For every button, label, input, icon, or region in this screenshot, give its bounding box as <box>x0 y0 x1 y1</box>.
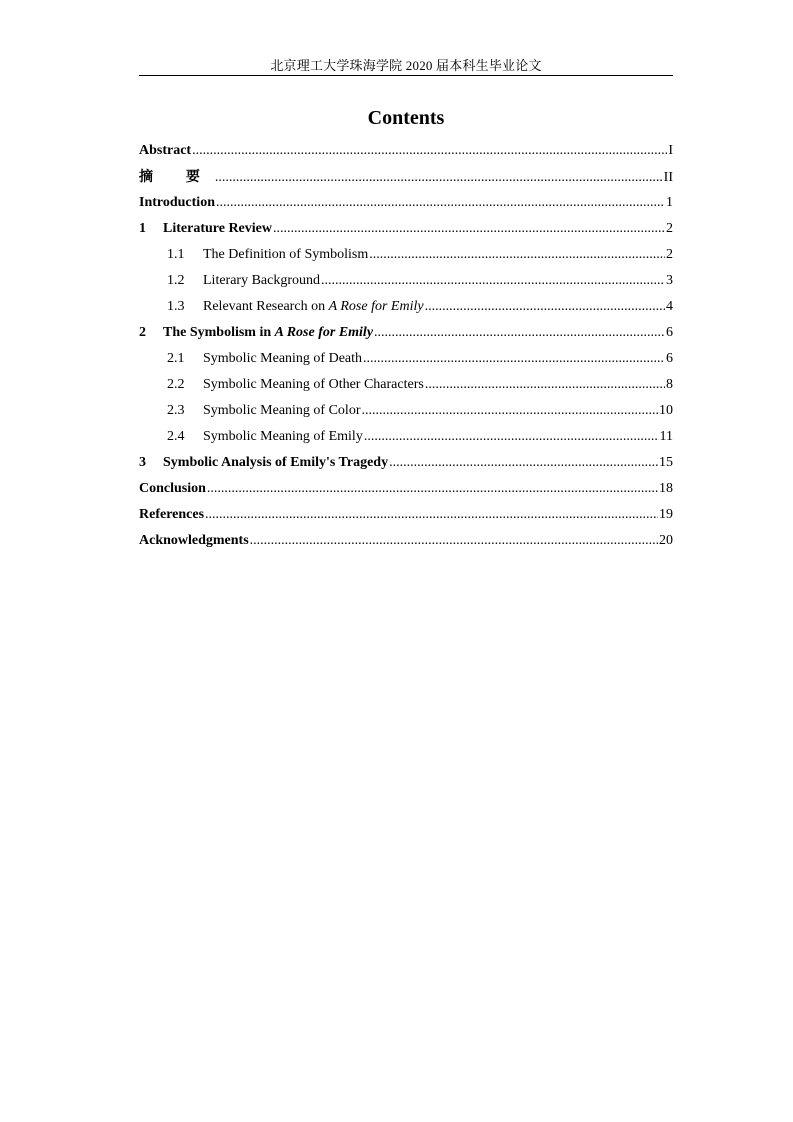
dot-leader <box>250 531 658 551</box>
toc-entry-label: Symbolic Meaning of Death <box>203 351 363 366</box>
toc-entry-label: Acknowledgments <box>139 533 249 548</box>
dot-leader <box>363 349 665 369</box>
toc-entry-section-1-3[interactable] <box>139 297 673 323</box>
toc-entry-number: 2.4 <box>167 429 185 444</box>
toc-page-number: I <box>668 143 673 158</box>
toc-entry-label: Introduction <box>139 195 215 210</box>
toc-page-number: 2 <box>666 221 673 236</box>
dot-leader <box>389 453 658 473</box>
toc-entry-label: Symbolic Meaning of Color <box>203 403 361 418</box>
dot-leader <box>215 168 663 188</box>
toc-entry-number: 2 <box>139 325 146 340</box>
toc-entry-label <box>203 297 424 317</box>
toc-page-number: 3 <box>666 273 673 288</box>
toc-page-number: 6 <box>666 325 673 340</box>
dot-leader <box>207 479 658 499</box>
toc-entry-number: 1.1 <box>167 247 185 262</box>
toc-page-number: 6 <box>666 351 673 366</box>
toc-entry-number: 2.3 <box>167 403 185 418</box>
toc-title: Contents <box>367 107 445 129</box>
toc-entry-chapter-2[interactable] <box>139 323 673 349</box>
dot-leader <box>362 401 659 421</box>
header-rule <box>139 75 673 76</box>
toc-entry-section-1-1[interactable] <box>139 245 673 271</box>
dot-leader <box>192 141 667 161</box>
toc-entry-section-2-3[interactable] <box>139 401 673 427</box>
toc-entry-abstract[interactable] <box>139 141 673 167</box>
toc-entry-number: 2.1 <box>167 351 185 366</box>
toc-page-number: 8 <box>666 377 673 392</box>
dot-leader <box>425 375 665 395</box>
toc-entry-label: Conclusion <box>139 481 206 496</box>
toc-entry-conclusion[interactable] <box>139 479 673 505</box>
toc-entry-label-italic-title: A Rose for Emily <box>328 299 424 314</box>
toc-page-number: 19 <box>659 507 673 522</box>
toc-page-number: 18 <box>659 481 673 496</box>
toc-entry-label: Abstract <box>139 143 192 158</box>
dot-leader <box>369 245 665 265</box>
toc-page-number: 11 <box>659 429 673 444</box>
toc-entry-label: Symbolic Meaning of Emily <box>203 429 363 444</box>
toc-entry-section-2-2[interactable] <box>139 375 673 401</box>
dot-leader <box>273 219 665 239</box>
toc-entry-chapter-3[interactable] <box>139 453 673 479</box>
toc-entry-label-italic-title: A Rose for Emily <box>274 325 374 340</box>
dot-leader <box>321 271 665 291</box>
dot-leader <box>364 427 659 447</box>
toc-entry-label: Symbolic Analysis of Emily's Tragedy <box>163 455 389 470</box>
table-of-contents <box>139 141 673 557</box>
toc-entry-number: 2.2 <box>167 377 185 392</box>
toc-entry-introduction[interactable] <box>139 193 673 219</box>
toc-page-number: 1 <box>666 195 673 210</box>
toc-page-number: 4 <box>666 299 673 314</box>
toc-entry-label: References <box>139 507 205 522</box>
toc-entry-section-2-4[interactable] <box>139 427 673 453</box>
toc-page-number: 15 <box>659 455 673 470</box>
toc-entry-label: The Definition of Symbolism <box>203 247 369 262</box>
toc-page-number: 2 <box>666 247 673 262</box>
running-header: 北京理工大学珠海学院 2020 届本科生毕业论文 <box>270 58 542 73</box>
toc-entry-number: 1 <box>139 221 146 236</box>
toc-entry-acknowledgments[interactable] <box>139 531 673 557</box>
toc-entry-section-2-1[interactable] <box>139 349 673 375</box>
toc-entry-label-text: The Symbolism in <box>163 325 275 340</box>
toc-entry-section-1-2[interactable] <box>139 271 673 297</box>
toc-entry-label <box>163 323 373 343</box>
dot-leader <box>216 193 665 213</box>
toc-entry-label-text: Relevant Research on <box>203 299 329 314</box>
toc-page-number: 20 <box>659 533 673 548</box>
dot-leader <box>425 297 665 317</box>
toc-entry-label: Literary Background <box>203 273 321 288</box>
toc-entry-number: 1.2 <box>167 273 185 288</box>
toc-page-number: II <box>663 170 673 185</box>
toc-entry-number: 3 <box>139 455 146 470</box>
toc-entry-references[interactable] <box>139 505 673 531</box>
toc-entry-chapter-1[interactable] <box>139 219 673 245</box>
dot-leader <box>205 505 658 525</box>
toc-entry-label: 摘 要 <box>139 169 214 185</box>
toc-entry-chinese-abstract[interactable] <box>139 167 673 193</box>
toc-entry-label: Literature Review <box>163 221 272 236</box>
toc-entry-number: 1.3 <box>167 299 185 314</box>
dot-leader <box>374 323 665 343</box>
toc-page-number: 10 <box>659 403 673 418</box>
toc-entry-label: Symbolic Meaning of Other Characters <box>203 377 424 392</box>
